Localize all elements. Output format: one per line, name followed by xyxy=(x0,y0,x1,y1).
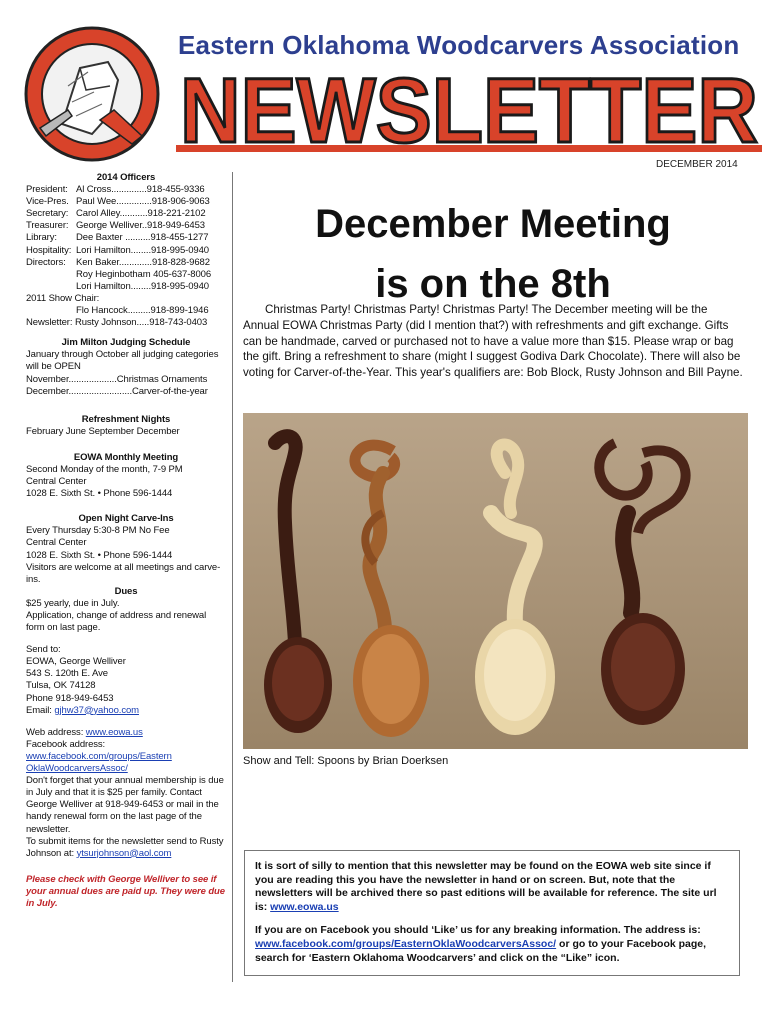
officer-info: Al Cross..............918-455-9336 xyxy=(76,184,205,196)
notice-facebook-text-end: or go to your Facebook page, search for ‘Eastern Oklahoma Woodcarvers’ and click on the “Like” icon. xyxy=(255,937,707,964)
send-to-line: Tulsa, OK 74128 xyxy=(26,680,96,692)
dues-title: Dues xyxy=(114,585,138,597)
officer-role xyxy=(26,269,76,281)
web-address-label: Web address: xyxy=(26,726,86,738)
headline-line-2: is on the 8th xyxy=(375,262,611,306)
facebook-label: Facebook address: xyxy=(26,738,106,750)
carve-ins-line: 1028 E. Sixth St. • Phone 596-1444 xyxy=(26,549,173,561)
submit-text: To submit items for the newsletter send to Rusty Johnson at: xyxy=(26,835,224,859)
notice-website-link[interactable]: www.eowa.us xyxy=(270,900,339,913)
send-to-line: EOWA, George Welliver xyxy=(26,656,126,668)
officer-role: Treasurer: xyxy=(26,220,69,232)
email-link[interactable]: gjhw37@yahoo.com xyxy=(54,704,139,716)
notice-facebook-link[interactable]: www.facebook.com/groups/EasternOklaWoodcarversAssoc/ xyxy=(255,937,557,950)
newsletter-contact: Newsletter: Rusty Johnson.....918-743-0403 xyxy=(26,317,208,329)
dues-amount: $25 yearly, due in July. xyxy=(26,597,120,609)
visitors-note: Visitors are welcome at all meetings and carve-ins. xyxy=(26,561,221,585)
email-label: Email: xyxy=(26,704,55,716)
officer-role: Library: xyxy=(26,232,57,244)
officer-row xyxy=(26,220,226,232)
photo-caption: Show and Tell: Spoons by Brian Doerksen xyxy=(243,755,449,767)
web-address-line xyxy=(26,727,226,739)
officer-role: Secretary: xyxy=(26,208,69,220)
officer-role: Hospitality: xyxy=(26,244,72,256)
web-address-link[interactable]: www.eowa.us xyxy=(85,726,143,738)
notice-box xyxy=(244,850,740,976)
headline-line-1: December Meeting xyxy=(315,202,671,246)
notice-facebook-text: If you are on Facebook you should ‘Like’ us for any breaking information. The address is: xyxy=(255,924,701,937)
masthead-text: NEWSLETTER xyxy=(180,62,758,152)
send-to-line: Send to: xyxy=(26,644,61,656)
newsletter-masthead xyxy=(176,62,762,152)
officer-info: George Welliver..918-949-6453 xyxy=(76,220,205,232)
email-line xyxy=(26,705,226,717)
officer-info: Ken Baker.............918-828-9682 xyxy=(76,256,210,268)
officer-row xyxy=(26,245,226,257)
monthly-meeting-line: 1028 E. Sixth St. • Phone 596-1444 xyxy=(26,488,173,500)
judging-november: November...................Christmas Ornaments xyxy=(26,373,208,385)
notice-website-text: It is sort of silly to mention that this newsletter may be found on the EOWA web site since if you are reading this you have the newsletter in hand or on screen. But, note that the newsletters will be archived there so past editions will be available for reference. The site url is: xyxy=(255,860,717,913)
monthly-meeting-line: Central Center xyxy=(26,476,87,488)
submit-email-link[interactable]: ytsurjohnson@aol.com xyxy=(76,847,172,859)
association-name: Eastern Oklahoma Woodcarvers Association xyxy=(178,30,740,60)
show-chair: Flo Hancock.........918-899-1946 xyxy=(76,305,209,317)
officer-row xyxy=(26,208,226,220)
officer-info: Dee Baxter ..........918-455-1277 xyxy=(76,232,209,244)
officer-info: Lori Hamilton........918-995-0940 xyxy=(76,280,209,292)
intro-paragraph: Christmas Party! Christmas Party! Christmas Party! The December meeting will be the Annual EOWA Christmas Party (did I mention that?) with refreshments and gift exchange. Gifts can be handmade, carved or purchased not to have a value more than $15. Please wrap or bag the gift. Bring a refreshment to share (might I suggest Godiva Dark Chocolate). There will also be voting for Carver-of-the-Year. This year's qualifiers are: Bob Block, Rusty Johnson and Bill Payne. xyxy=(243,303,743,380)
send-to-line: 543 S. 120th E. Ave xyxy=(26,668,108,680)
carve-ins-line: Central Center xyxy=(26,537,87,549)
officer-info: Carol Alley...........918-221-2102 xyxy=(76,208,206,220)
judging-title: Jim Milton Judging Schedule xyxy=(61,337,191,349)
officer-role xyxy=(26,281,76,293)
eowa-logo xyxy=(22,24,162,164)
facebook-link[interactable]: www.facebook.com/groups/EasternOklaWoodcarversAssoc/ xyxy=(26,750,172,775)
meeting-headline xyxy=(244,194,742,314)
officer-row xyxy=(26,281,226,293)
officer-row xyxy=(26,184,226,196)
judging-text: January through October all judging categories will be OPEN xyxy=(26,349,219,373)
refreshment-months: February June September December xyxy=(26,425,180,437)
column-divider xyxy=(232,172,233,982)
officer-info: Roy Heginbotham 405-637-8006 xyxy=(76,268,212,280)
officer-row xyxy=(26,269,226,281)
refreshment-title: Refreshment Nights xyxy=(81,413,171,425)
officers-title: 2014 Officers xyxy=(96,172,156,183)
officer-role: President: xyxy=(26,184,68,196)
carve-ins-title: Open Night Carve-Ins xyxy=(78,513,174,525)
monthly-meeting-line: Second Monday of the month, 7-9 PM xyxy=(26,463,183,475)
officer-info: Lori Hamilton........918-995-0940 xyxy=(76,244,209,256)
officer-info: Paul Wee..............918-906-9063 xyxy=(76,196,210,208)
submit-note xyxy=(26,836,226,860)
officer-row xyxy=(26,196,226,208)
carve-ins-line: Every Thursday 5:30-8 PM No Fee xyxy=(26,525,170,537)
judging-december: December.........................Carver-of-the-year xyxy=(26,385,208,397)
issue-date: DECEMBER 2014 xyxy=(656,159,738,170)
show-chair-label: 2011 Show Chair: xyxy=(26,292,100,304)
dues-reminder-note: Please check with George Welliver to see if your annual dues are paid up. They were due in July. xyxy=(26,873,225,909)
notice-website-paragraph xyxy=(255,860,729,914)
officer-role: Vice-Pres. xyxy=(26,196,69,208)
sidebar xyxy=(26,172,226,910)
dues-application: Application, change of address and renewal form on last page. xyxy=(26,610,207,634)
membership-reminder: Don't forget that your annual membership is due in July and that it is $25 per family. Contact George Welliver at 918-949-6453 or mail in the handy renewal form on the last page of the newsletter. xyxy=(26,775,224,835)
spoons-photo xyxy=(243,413,748,749)
officer-row xyxy=(26,257,226,269)
officer-role: Directors: xyxy=(26,256,66,268)
notice-facebook-paragraph xyxy=(255,924,729,965)
officer-row xyxy=(26,232,226,244)
monthly-meeting-title: EOWA Monthly Meeting xyxy=(73,451,179,463)
send-to-line: Phone 918-949-6453 xyxy=(26,692,114,704)
